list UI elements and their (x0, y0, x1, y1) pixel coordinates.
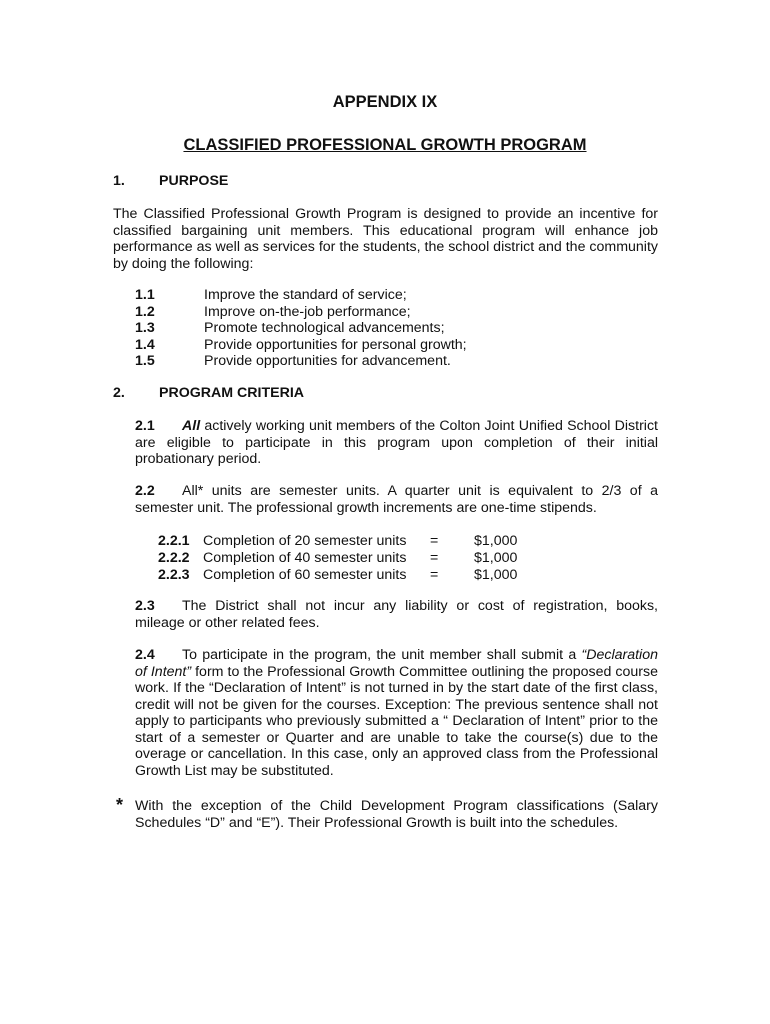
schedule-row (158, 567, 558, 584)
schedule-text: Completion of 20 semester units (203, 533, 407, 549)
schedule-equals: = (430, 567, 439, 583)
list-item-number: 1.4 (135, 336, 155, 353)
criteria-2-1-text: actively working unit members of the Colton Joint Unified School District are eligible to participate in this program upon completion of their initial probationary period. (135, 418, 658, 467)
schedule-amount: $1,000 (474, 533, 518, 549)
footnote-asterisk: * (116, 795, 124, 815)
section-2-heading: PROGRAM CRITERIA (159, 385, 305, 401)
list-item (135, 353, 555, 370)
list-item-text: Provide opportunities for advancement. (204, 353, 451, 369)
schedule-equals: = (430, 533, 439, 549)
schedule-row (158, 550, 558, 567)
criteria-2-3-number: 2.3 (135, 598, 155, 614)
schedule-amount: $1,000 (474, 567, 518, 583)
list-item (135, 304, 555, 321)
criteria-2-3-text: The District shall not incur any liability or cost of registration, books, mileage or other related fees. (135, 598, 658, 631)
declaration-of-intent-italic: “Declaration of Intent” (135, 647, 658, 680)
list-item-number: 1.3 (135, 320, 155, 336)
list-item (135, 287, 555, 304)
schedule-number: 2.2.3 (158, 567, 190, 583)
criteria-2-1-paragraph (135, 418, 658, 468)
schedule-amount: $1,000 (474, 550, 518, 566)
criteria-2-4-text-a: To participate in the program, the unit member shall submit a (182, 647, 582, 663)
criteria-2-4-number: 2.4 (135, 647, 155, 663)
section-2-number: 2. (113, 385, 125, 401)
list-item-number: 1.5 (135, 353, 155, 369)
criteria-2-1-number: 2.1 (135, 418, 155, 434)
criteria-2-4-paragraph (135, 647, 658, 779)
list-item-text: Promote technological advancements; (204, 320, 445, 336)
footnote-text: With the exception of the Child Development Program classifications (Salary Schedules “D” and “E”). Their Professional Growth is built into the schedules. (135, 798, 658, 831)
criteria-2-3-paragraph (135, 598, 658, 631)
schedule-equals: = (430, 550, 439, 566)
purpose-list (135, 287, 555, 370)
schedule-text: Completion of 40 semester units (203, 550, 407, 566)
criteria-2-2-paragraph (135, 483, 658, 516)
program-title: CLASSIFIED PROFESSIONAL GROWTH PROGRAM (183, 136, 587, 154)
list-item-number: 1.2 (135, 303, 155, 320)
list-item (135, 320, 555, 337)
list-item (135, 337, 555, 354)
criteria-2-1-lead: All (182, 418, 201, 434)
schedule-row (158, 533, 558, 550)
stipend-schedule (158, 533, 558, 584)
list-item-text: Improve the standard of service; (204, 287, 407, 303)
section-1-heading: PURPOSE (159, 173, 229, 189)
section-1-number: 1. (113, 173, 125, 189)
criteria-2-2-text: All* units are semester units. A quarter unit is equivalent to 2/3 of a semester unit. The professional growth increments are one-time stipends. (135, 483, 658, 516)
criteria-2-2-number: 2.2 (135, 483, 155, 499)
criteria-2-4-text-b: form to the Professional Growth Committee outlining the proposed course work. If the “Declaration of Intent” is not turned in by the start date of the first class, credit will not be given for the courses. Exception: The previous sentence shall not apply to participants who previously submitted a “ Declaration of Intent” prior to the start of a semester or Quarter and are unable to take the course(s) due to the overage or cancellation. In this case, only an approved class from the Professional Growth List may be substituted. (135, 663, 658, 779)
purpose-paragraph: The Classified Professional Growth Program is designed to provide an incentive for classified bargaining unit members. This educational program will enhance job performance as well as services for the students, the school district and the community by doing the following: (113, 206, 658, 272)
appendix-title: APPENDIX IX (332, 93, 438, 111)
schedule-number: 2.2.2 (158, 550, 190, 566)
schedule-number: 2.2.1 (158, 533, 190, 549)
list-item-text: Improve on-the-job performance; (204, 303, 411, 320)
list-item-text: Provide opportunities for personal growth; (204, 336, 467, 353)
list-item-number: 1.1 (135, 287, 155, 303)
schedule-text: Completion of 60 semester units (203, 567, 407, 583)
